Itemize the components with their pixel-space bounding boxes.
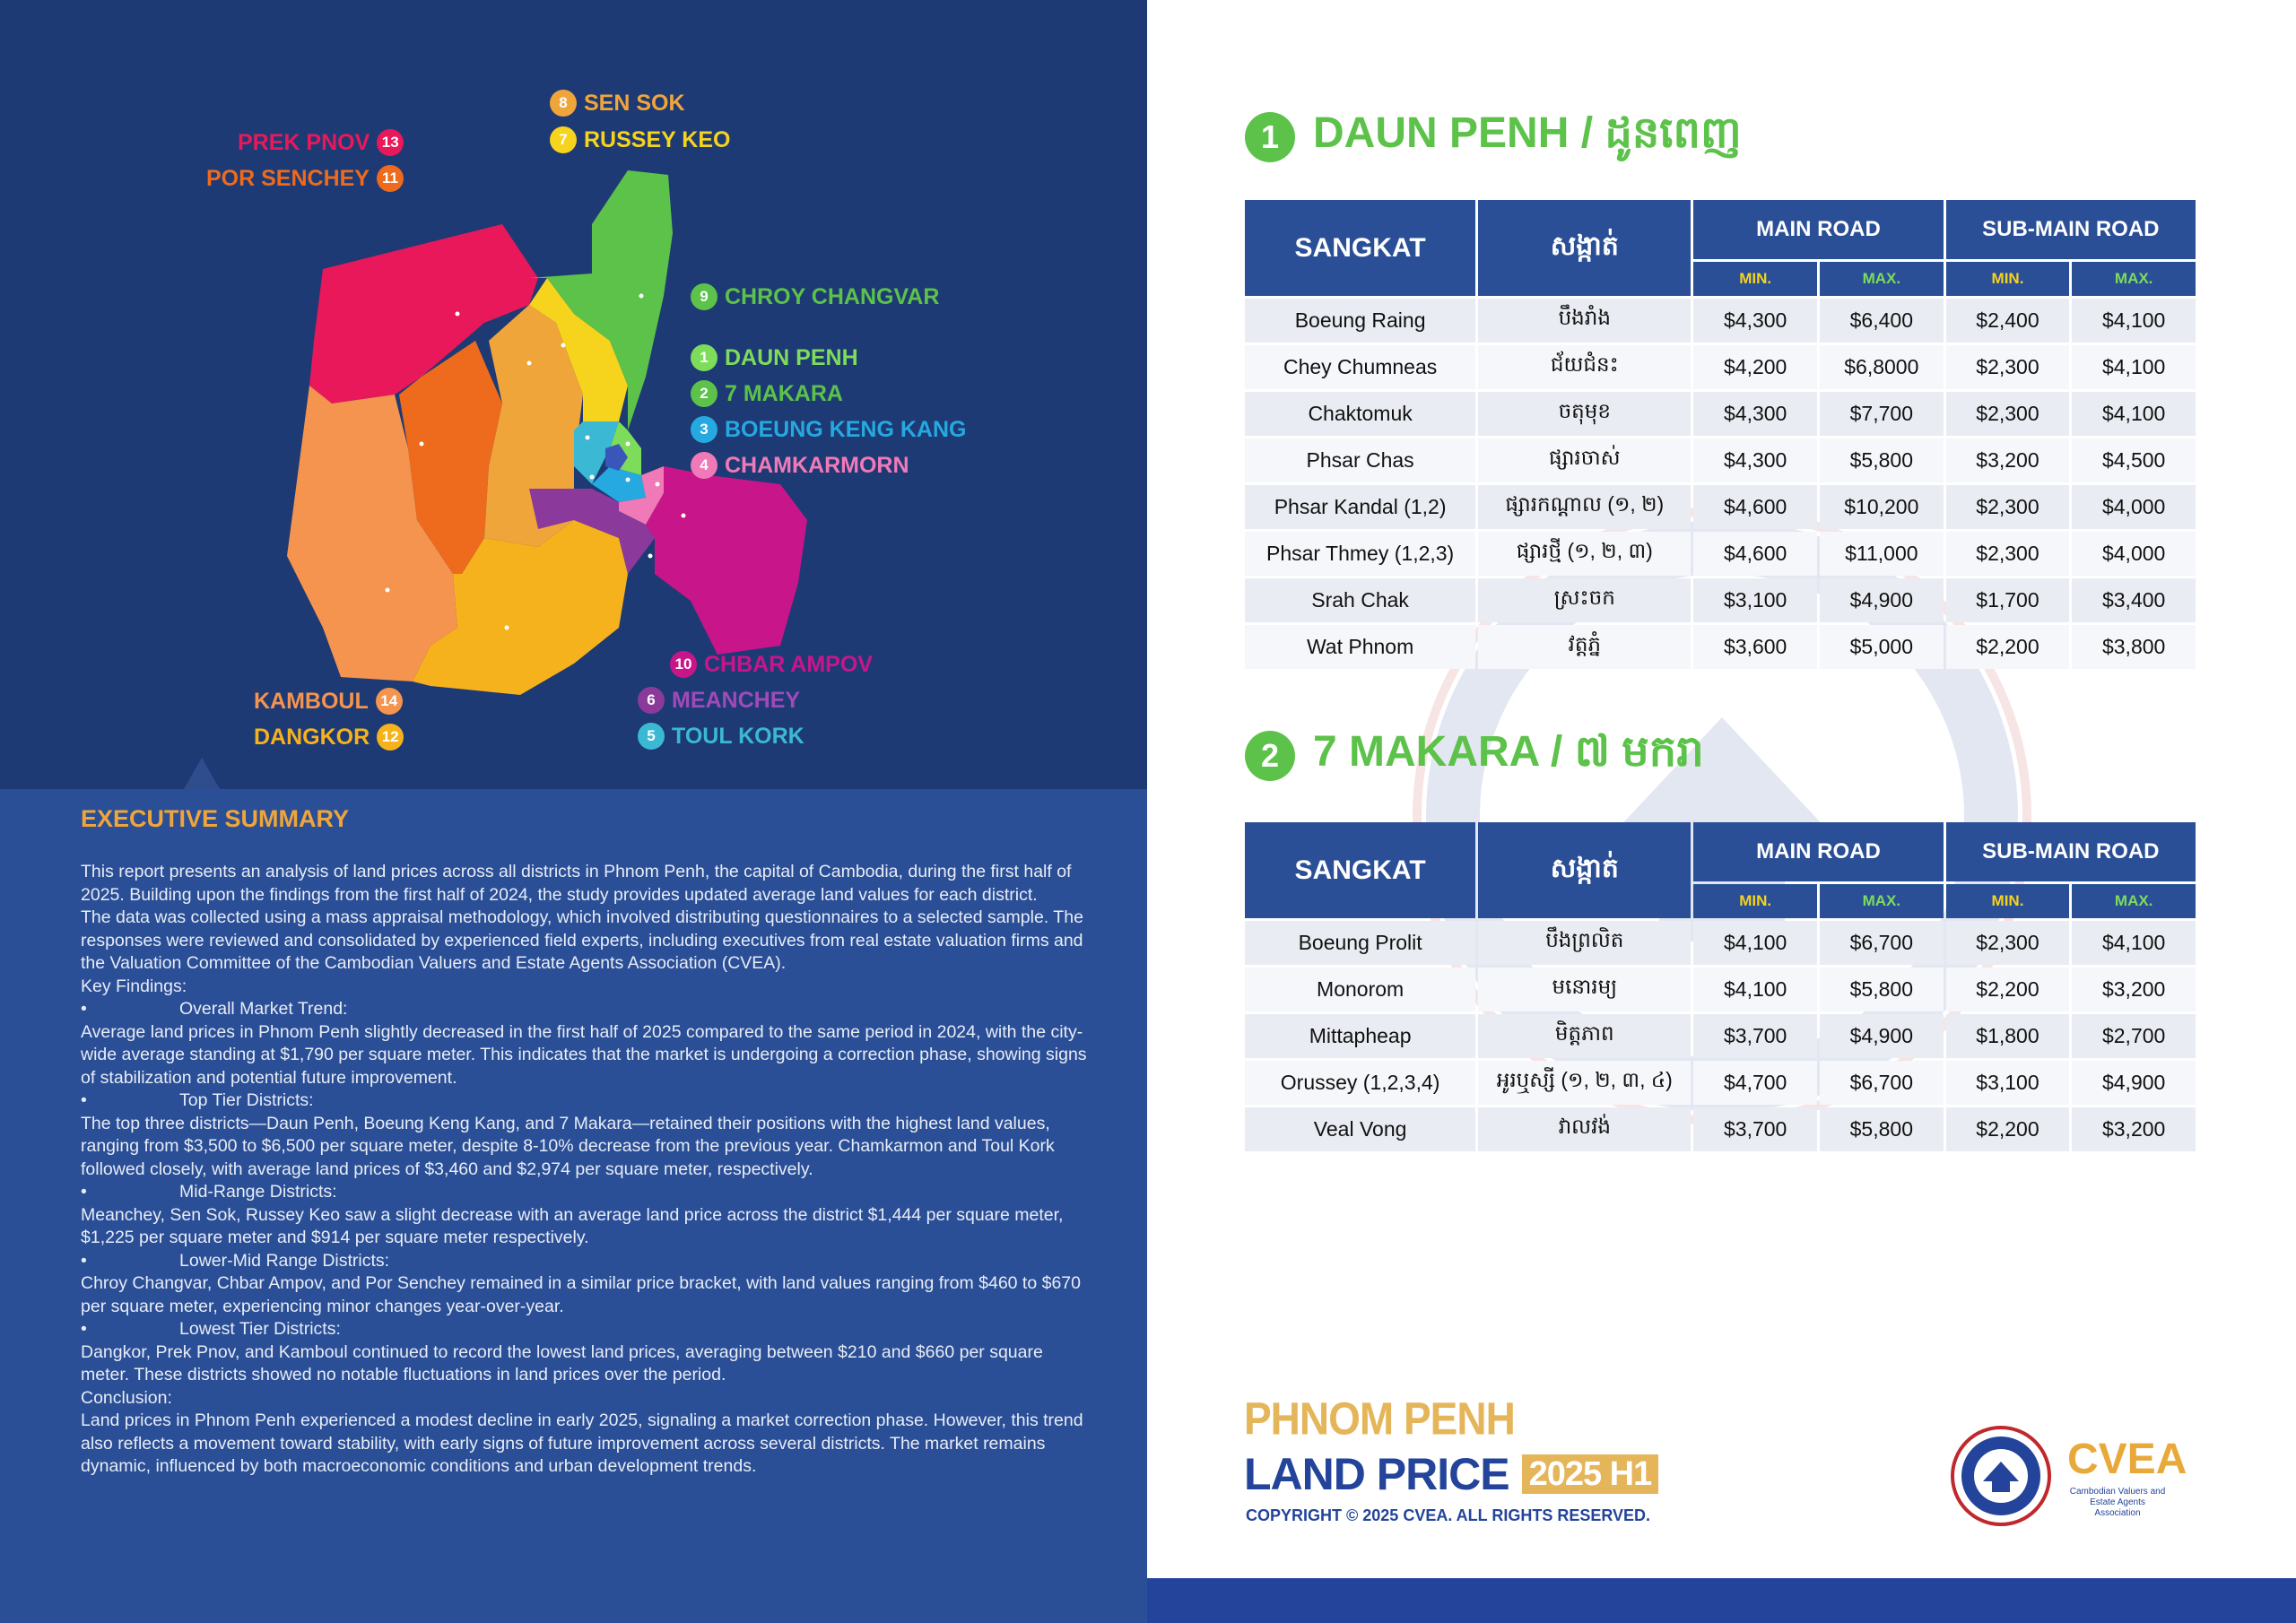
summary-bullet: • Lower-Mid Range Districts: bbox=[81, 1250, 390, 1271]
cell-sub-max: $4,500 bbox=[2072, 438, 2196, 482]
map-label-bkk: 3 BOEUNG KENG KANG bbox=[691, 416, 966, 443]
left-panel bbox=[0, 0, 1147, 1623]
cell-main-min: $3,100 bbox=[1693, 578, 1817, 622]
header-main-road: MAIN ROAD bbox=[1693, 200, 1943, 259]
summary-bullet: • Top Tier Districts: bbox=[81, 1090, 314, 1110]
cell-main-max: $10,200 bbox=[1820, 485, 1944, 529]
cell-sangkat-kh: ជ័យជំនះ bbox=[1478, 345, 1691, 389]
cell-sangkat-kh: ផ្សារកណ្តាល (១, ២) bbox=[1478, 485, 1691, 529]
map-label-por-senchey: POR SENCHEY 11 bbox=[206, 165, 404, 192]
header-sub-main-road: SUB-MAIN ROAD bbox=[1946, 200, 2196, 259]
price-table-7-makara bbox=[1242, 820, 2198, 1154]
cell-main-min: $4,600 bbox=[1693, 532, 1817, 576]
copyright-text: COPYRIGHT © 2025 CVEA. ALL RIGHTS RESERVED. bbox=[1246, 1506, 1651, 1524]
cell-main-min: $4,600 bbox=[1693, 485, 1817, 529]
cell-sangkat: Wat Phnom bbox=[1245, 625, 1475, 669]
header-min: MIN. bbox=[1693, 884, 1817, 918]
map-label-russey-keo: 7 RUSSEY KEO bbox=[550, 126, 730, 153]
year-badge: 2025 H1 bbox=[1522, 1454, 1659, 1494]
map-label-sen-sok: 8 SEN SOK bbox=[550, 90, 685, 117]
summary-paragraph: Dangkor, Prek Pnov, and Kamboul continued to record the lowest land prices, averaging between $210 and $660 per square meter. These districts showed no notable fluctuations in land prices over the period. bbox=[81, 1341, 1043, 1384]
summary-bullet: • Overall Market Trend: bbox=[81, 999, 348, 1019]
section-heading-daun-penh bbox=[1245, 106, 1742, 169]
summary-bullet: • Mid-Range Districts: bbox=[81, 1182, 337, 1202]
cell-main-max: $5,800 bbox=[1820, 1107, 1944, 1151]
table-row bbox=[1245, 921, 2196, 965]
map-district-chbar-ampov bbox=[646, 466, 807, 655]
summary-paragraph: This report presents an analysis of land prices across all districts in Phnom Penh, the capital of Cambodia, during the first half of 2025. Building upon the findings from the first half of 2024, the study provides updated average land values for each district. bbox=[81, 862, 1072, 905]
section-title: 7 MAKARA / ៧ មករា bbox=[1313, 728, 1704, 776]
table-row bbox=[1245, 392, 2196, 436]
cell-sub-min: $1,700 bbox=[1946, 578, 2070, 622]
map-label-dangkor: DANGKOR 12 bbox=[254, 724, 404, 751]
header-sangkat: SANGKAT bbox=[1245, 200, 1475, 296]
executive-summary-title: EXECUTIVE SUMMARY bbox=[81, 805, 350, 832]
table-row bbox=[1245, 578, 2196, 622]
cell-sangkat-kh: បឹងរាំង bbox=[1478, 299, 1691, 343]
cell-main-min: $4,300 bbox=[1693, 299, 1817, 343]
cell-sub-min: $2,300 bbox=[1946, 921, 2070, 965]
cell-sub-min: $2,300 bbox=[1946, 345, 2070, 389]
cell-sub-min: $2,200 bbox=[1946, 1107, 2070, 1151]
map-label-toul-kork: 5 TOUL KORK bbox=[638, 723, 804, 750]
table-row bbox=[1245, 485, 2196, 529]
cell-sub-min: $1,800 bbox=[1946, 1014, 2070, 1058]
header-sangkat-kh: សង្កាត់ bbox=[1478, 200, 1691, 296]
cell-sub-max: $4,900 bbox=[2072, 1061, 2196, 1105]
cell-main-min: $4,700 bbox=[1693, 1061, 1817, 1105]
table-row bbox=[1245, 1014, 2196, 1058]
summary-paragraph: Chroy Changvar, Chbar Ampov, and Por Senchey remained in a similar price bracket, with land values ranging from $460 to $670 per square meter, experiencing minor changes year-over-year. bbox=[81, 1273, 1081, 1316]
cell-main-max: $5,000 bbox=[1820, 625, 1944, 669]
table-row bbox=[1245, 1061, 2196, 1105]
summary-bullet: • Lowest Tier Districts: bbox=[81, 1319, 341, 1339]
cell-main-max: $6,700 bbox=[1820, 921, 1944, 965]
cell-main-min: $4,300 bbox=[1693, 438, 1817, 482]
background-arrows bbox=[184, 758, 1009, 789]
map-label-chroy-changvar: 9 CHROY CHANGVAR bbox=[691, 283, 939, 310]
cell-sangkat-kh: ផ្សារចាស់ bbox=[1478, 438, 1691, 482]
cell-sangkat: Veal Vong bbox=[1245, 1107, 1475, 1151]
cell-main-max: $6,8000 bbox=[1820, 345, 1944, 389]
cell-main-max: $7,700 bbox=[1820, 392, 1944, 436]
cell-main-max: $4,900 bbox=[1820, 578, 1944, 622]
cell-sub-max: $4,000 bbox=[2072, 485, 2196, 529]
map-label-meanchey: 6 MEANCHEY bbox=[638, 687, 800, 714]
cell-sub-max: $3,200 bbox=[2072, 968, 2196, 1011]
cell-sangkat: Boeung Prolit bbox=[1245, 921, 1475, 965]
summary-paragraph: The top three districts—Daun Penh, Boeung Keng Kang, and 7 Makara—retained their positions with the highest land values, ranging from $3,500 to $6,500 per square meter, despite 8-10% decrease from the previous year. Chamkarmon and Toul Kork followed closely, with average land prices of $3,460 and $2,974 per square meter, respectively. bbox=[81, 1113, 1055, 1179]
summary-paragraph: Meanchey, Sen Sok, Russey Keo saw a slight decrease with an average land price across the district $1,444 per square meter, $1,225 per square meter and $914 per square meter respectively. bbox=[81, 1204, 1064, 1247]
cell-main-max: $6,700 bbox=[1820, 1061, 1944, 1105]
price-table-daun-penh bbox=[1242, 197, 2198, 672]
cell-main-max: $4,900 bbox=[1820, 1014, 1944, 1058]
section-number: 1 bbox=[1245, 112, 1295, 162]
cvea-brand-text: CVEA bbox=[2067, 1436, 2187, 1483]
cell-sub-min: $2,300 bbox=[1946, 485, 2070, 529]
cell-sub-min: $3,200 bbox=[1946, 438, 2070, 482]
table-row bbox=[1245, 1107, 2196, 1151]
map-label-7-makara: 2 7 MAKARA bbox=[691, 380, 843, 407]
report-title-line1: PHNOM PENH bbox=[1244, 1393, 1515, 1445]
cell-main-max: $11,000 bbox=[1820, 532, 1944, 576]
summary-paragraph: Average land prices in Phnom Penh slightly decreased in the first half of 2025 compared to the same period in 2024, with the city-wide average standing at $1,790 per square meter. This indicates that the market is undergoing a correction phase, showing signs of stabilization and potential future improvement. bbox=[81, 1021, 1087, 1088]
cell-main-min: $4,200 bbox=[1693, 345, 1817, 389]
executive-summary-body bbox=[81, 861, 1094, 1479]
cell-main-min: $3,700 bbox=[1693, 1107, 1817, 1151]
cell-sangkat: Orussey (1,2,3,4) bbox=[1245, 1061, 1475, 1105]
map-label-kamboul: KAMBOUL 14 bbox=[254, 688, 403, 715]
header-sub-main-road: SUB-MAIN ROAD bbox=[1946, 822, 2196, 881]
cell-sub-min: $2,300 bbox=[1946, 392, 2070, 436]
cell-sub-max: $4,100 bbox=[2072, 392, 2196, 436]
cell-sangkat: Mittapheap bbox=[1245, 1014, 1475, 1058]
summary-key-findings: Key Findings: bbox=[81, 976, 187, 996]
cell-main-min: $4,100 bbox=[1693, 921, 1817, 965]
cell-sangkat: Chey Chumneas bbox=[1245, 345, 1475, 389]
cell-sub-max: $3,400 bbox=[2072, 578, 2196, 622]
summary-conclusion-label: Conclusion: bbox=[81, 1387, 172, 1408]
header-min: MIN. bbox=[1946, 884, 2070, 918]
cell-sub-max: $4,100 bbox=[2072, 345, 2196, 389]
summary-paragraph: The data was collected using a mass appraisal methodology, which involved distributing questionnaires to a selected sample. The responses were reviewed and consolidated by experienced field experts, including executives from real estate valuation firms and the Valuation Committee of the Cambodian Valuers and Estate Agents Association (CVEA). bbox=[81, 907, 1083, 973]
cell-sangkat: Phsar Chas bbox=[1245, 438, 1475, 482]
cell-sub-max: $4,100 bbox=[2072, 299, 2196, 343]
map-label-chamkarmorn: 4 CHAMKARMORN bbox=[691, 452, 909, 479]
cell-main-min: $3,700 bbox=[1693, 1014, 1817, 1058]
table-row bbox=[1245, 968, 2196, 1011]
cell-sangkat: Phsar Thmey (1,2,3) bbox=[1245, 532, 1475, 576]
map-label-chbar-ampov: 10 CHBAR AMPOV bbox=[670, 651, 873, 678]
cell-sangkat: Boeung Raing bbox=[1245, 299, 1475, 343]
cell-sangkat-kh: វត្តភ្នំ bbox=[1478, 625, 1691, 669]
cell-sangkat-kh: មិត្តភាព bbox=[1478, 1014, 1691, 1058]
cell-main-max: $6,400 bbox=[1820, 299, 1944, 343]
cell-sub-min: $2,300 bbox=[1946, 532, 2070, 576]
cell-sub-max: $3,800 bbox=[2072, 625, 2196, 669]
summary-paragraph: Land prices in Phnom Penh experienced a modest decline in early 2025, signaling a market correction phase. However, this trend also reflects a movement toward stability, with early signs of future improvement across several districts. The market remains dynamic, influenced by both macroeconomic conditions and urban development trends. bbox=[81, 1410, 1083, 1476]
cell-sangkat: Chaktomuk bbox=[1245, 392, 1475, 436]
section-number: 2 bbox=[1245, 731, 1295, 781]
map-label-prek-pnov: PREK PNOV 13 bbox=[238, 129, 404, 156]
cell-sangkat-kh: ស្រះចក bbox=[1478, 578, 1691, 622]
cell-sangkat-kh: បឹងព្រលិត bbox=[1478, 921, 1691, 965]
header-min: MIN. bbox=[1693, 262, 1817, 296]
report-title-land-price: LAND PRICE bbox=[1244, 1449, 1509, 1499]
cell-sub-min: $2,200 bbox=[1946, 625, 2070, 669]
header-max: MAX. bbox=[2072, 884, 2196, 918]
cell-sangkat-kh: មនោរម្យ bbox=[1478, 968, 1691, 1011]
table-row bbox=[1245, 625, 2196, 669]
table-row bbox=[1245, 438, 2196, 482]
bottom-bar bbox=[1147, 1578, 2296, 1623]
section-title: DAUN PENH / ដូនពេញ bbox=[1313, 109, 1742, 157]
cell-sangkat-kh: វាលវង់ bbox=[1478, 1107, 1691, 1151]
header-sangkat-kh: សង្កាត់ bbox=[1478, 822, 1691, 918]
cell-main-max: $5,800 bbox=[1820, 438, 1944, 482]
header-sangkat: SANGKAT bbox=[1245, 822, 1475, 918]
header-max: MAX. bbox=[1820, 884, 1944, 918]
cell-sub-max: $3,200 bbox=[2072, 1107, 2196, 1151]
table-row bbox=[1245, 299, 2196, 343]
cell-main-max: $5,800 bbox=[1820, 968, 1944, 1011]
cell-sub-max: $2,700 bbox=[2072, 1014, 2196, 1058]
header-min: MIN. bbox=[1946, 262, 2070, 296]
cell-main-min: $4,300 bbox=[1693, 392, 1817, 436]
cell-sub-max: $4,000 bbox=[2072, 532, 2196, 576]
cvea-brand-subtitle: Cambodian Valuers and Estate Agents Association bbox=[2069, 1487, 2166, 1518]
table-row bbox=[1245, 345, 2196, 389]
cell-main-min: $3,600 bbox=[1693, 625, 1817, 669]
cell-sangkat-kh: ចតុមុខ bbox=[1478, 392, 1691, 436]
district-map bbox=[0, 0, 1147, 789]
cell-sangkat-kh: អូរឬស្សី (១, ២, ៣, ៤) bbox=[1478, 1061, 1691, 1105]
cell-sub-min: $2,400 bbox=[1946, 299, 2070, 343]
map-label-daun-penh: 1 DAUN PENH bbox=[691, 344, 858, 371]
header-max: MAX. bbox=[1820, 262, 1944, 296]
report-title-line2 bbox=[1244, 1448, 1658, 1500]
table-row bbox=[1245, 532, 2196, 576]
cell-sangkat-kh: ផ្សារថ្មី (១, ២, ៣) bbox=[1478, 532, 1691, 576]
cell-main-min: $4,100 bbox=[1693, 968, 1817, 1011]
cvea-seal-logo bbox=[1951, 1426, 2051, 1526]
cell-sub-min: $2,200 bbox=[1946, 968, 2070, 1011]
section-heading-7-makara bbox=[1245, 725, 1704, 787]
header-max: MAX. bbox=[2072, 262, 2196, 296]
cell-sangkat: Monorom bbox=[1245, 968, 1475, 1011]
cell-sangkat: Phsar Kandal (1,2) bbox=[1245, 485, 1475, 529]
cell-sub-max: $4,100 bbox=[2072, 921, 2196, 965]
cell-sangkat: Srah Chak bbox=[1245, 578, 1475, 622]
cell-sub-min: $3,100 bbox=[1946, 1061, 2070, 1105]
header-main-road: MAIN ROAD bbox=[1693, 822, 1943, 881]
